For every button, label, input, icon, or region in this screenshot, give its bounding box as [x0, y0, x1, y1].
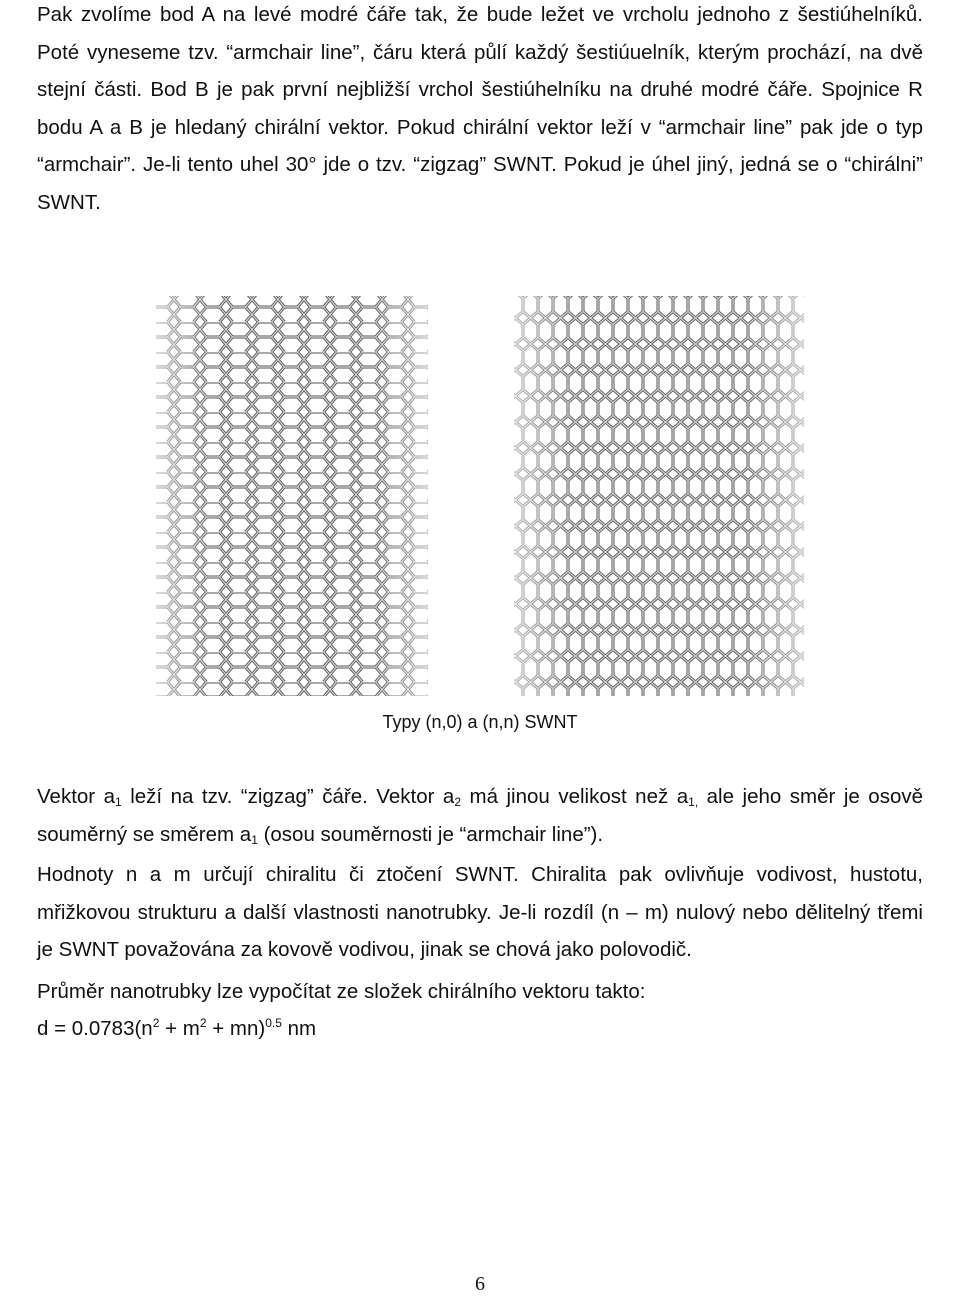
paragraph-chirality: Hodnoty n a m určují chiralitu či ztočení SWNT. Chiralita pak ovlivňuje vodivost, hustotu, mřižkovou strukturu a další vlastnosti nanotrubky. Je-li rozdíl (n – m) nulový nebo dělitelný třemi je SWNT považována za kovově vodivou, jinak se chová jako polovodič. — [37, 863, 923, 961]
paragraph-chiral-vector: Pak zvolíme bod A na levé modré čáře tak, že bude ležet ve vrcholu jednoho z šestiúhelníků. Poté vyneseme tzv. “armchair line”, čáru která půlí každý šestiúuelník, kterým prochází, na dvě stejní části. Bod B je pak první nejbližší vrchol šestiúhelníku na druhé modré čáře. Spojnice R bodu A a B je hledaný chirální vektor. Pokud chirální vektor leží v “armchair line” pak jde o typ “armchair”. Je-li tento uhel 30° jde o tzv. “zigzag” SWNT. Pokud je úhel jiný, jedná se o “chirálni” SWNT. — [37, 3, 923, 214]
figure-caption: Typy (n,0) a (n,n) SWNT — [382, 712, 578, 732]
diameter-formula: $d = 0.0783(n^2 + m^2 + mn)^{0.5}$ nm — [37, 1016, 317, 1040]
nanotube-figure — [148, 292, 812, 700]
paragraph-vectors: Vektor $a_1$ leží na tzv. “zigzag” čáře. Vektor $a_2$ má jinou velikost než $a_{1,}$ ale jeho směr je osově souměrný se směrem $a_1$ (osou souměrnosti je “armchair line”). — [37, 785, 924, 847]
zigzag-nanotube-image — [156, 296, 428, 696]
page-number: 6 — [475, 1273, 485, 1295]
paragraph-diameter: Průměr nanotrubky lze vypočítat ze složek chirálního vektoru takto: — [37, 980, 646, 1003]
armchair-nanotube-image — [514, 296, 804, 696]
